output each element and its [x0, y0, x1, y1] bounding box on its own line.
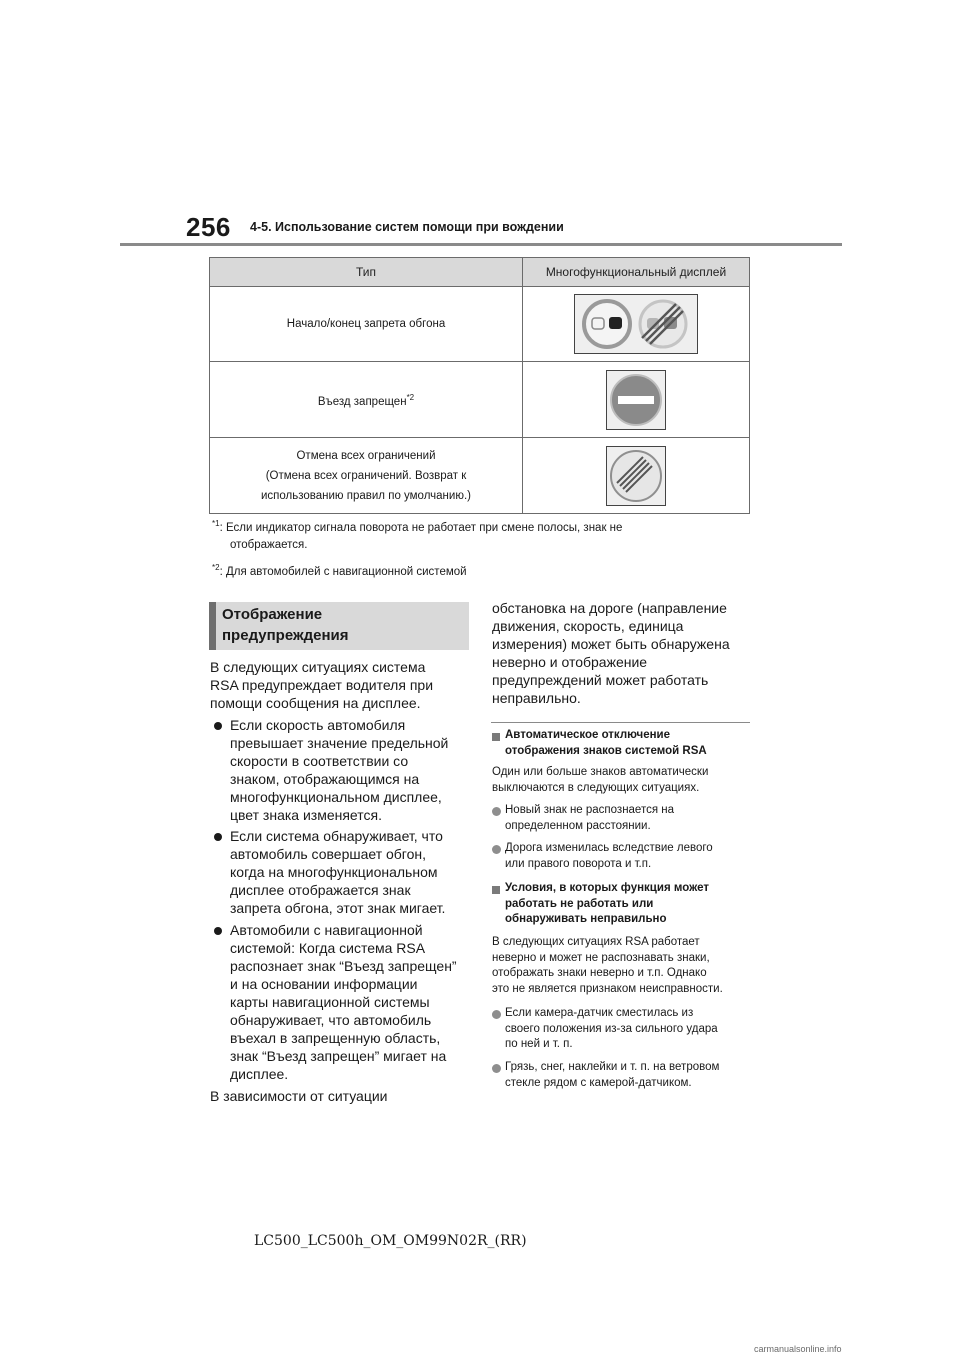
note-text: [492, 935, 754, 997]
text-line: и на основании информации: [230, 976, 418, 992]
list-bullet-icon: [492, 1064, 501, 1073]
text-line: неверно и может не распознавать знаки,: [492, 951, 710, 964]
text-line: карты навигационной системы: [230, 994, 430, 1010]
sign-type-line: (Отмена всех ограничений. Возврат к: [265, 469, 467, 482]
end-of-restrictions-sign-icon: [606, 446, 666, 506]
text-line: своего положения из-за сильного удара: [505, 1022, 718, 1035]
sign-type-label: Въезд запрещен: [317, 395, 407, 408]
document-code: LC500_LC500h_OM_OM99N02R_(RR): [254, 1233, 527, 1249]
footnote-2: [212, 558, 467, 582]
text-line: предупреждений может работать: [492, 672, 709, 688]
sign-table: [209, 257, 750, 514]
text-line: Новый знак не распознается на: [505, 804, 675, 816]
sign-type-label: Начало/конец запрета обгона: [286, 318, 446, 330]
list-bullet-icon: [492, 1010, 501, 1019]
text-line: работать не работать или: [505, 897, 654, 910]
text-line: или правого поворота и т.п.: [505, 857, 652, 870]
notes-divider: [491, 722, 750, 723]
sign-type-cell: [210, 287, 523, 362]
text-line: В следующих ситуациях RSA работает: [492, 936, 700, 948]
note-heading: [505, 881, 755, 928]
text-line: Условия, в которых функция может: [505, 882, 709, 894]
col-header-display: Многофункциональный дисплей: [523, 258, 750, 287]
text-line: Грязь, снег, наклейки и т. п. на ветровом: [505, 1061, 720, 1073]
text-line: многофункциональном дисплее,: [230, 789, 442, 805]
text-line: знак “Въезд запрещен” мигает на: [230, 1048, 447, 1064]
text-line: Если камера-датчик сместилась из: [505, 1007, 694, 1019]
text-line: по ней и т. п.: [505, 1038, 573, 1050]
footnote-1-cont: отображается.: [230, 539, 308, 551]
page-number: 256: [186, 212, 231, 242]
section-intro: [210, 658, 472, 712]
sign-icon-cell: [523, 362, 750, 438]
sign-icon-cell: [523, 287, 750, 362]
list-bullet-icon: [492, 845, 501, 854]
text-line: отображать знаки неверно и т.п. Однако: [492, 967, 707, 979]
text-line: выключаются в следующих ситуациях.: [492, 781, 700, 794]
footnote-ref: *2: [406, 392, 415, 402]
list-bullet-icon: [492, 807, 501, 816]
sign-type-cell: [210, 438, 523, 514]
text-line: Автоматическое отключение: [505, 729, 671, 741]
text-line: автомобиль совершает обгон,: [230, 846, 427, 862]
section-outro-right: [492, 599, 754, 707]
sign-type-cell: [210, 362, 523, 438]
footnote-mark: *2: [212, 563, 220, 572]
section-heading-bar: [209, 602, 216, 650]
text-line: отображения знаков системой RSA: [505, 744, 707, 757]
section-outro-left: В зависимости от ситуации: [210, 1088, 388, 1104]
note-square-icon: [492, 886, 500, 894]
bullet-icon: [214, 722, 222, 730]
list-item: [505, 1060, 755, 1091]
list-item: [230, 921, 475, 1083]
text-line: обнаруживает, что автомобиль: [230, 1012, 432, 1028]
text-line: Один или больше знаков автоматически: [492, 766, 709, 778]
header-divider: [120, 243, 842, 246]
text-line: дисплее отображается знак: [230, 882, 411, 898]
text-line: движения, скорость, единица: [492, 618, 684, 634]
no-overtaking-sign-icon: [574, 294, 698, 354]
text-line: Автомобили с навигационной: [230, 922, 423, 938]
list-item: [505, 841, 755, 872]
text-line: знаком, отображающимся на: [230, 771, 420, 787]
text-line: дисплее.: [230, 1066, 289, 1082]
text-line: въехал в запрещенную область,: [230, 1030, 441, 1046]
sign-icon-cell: [523, 438, 750, 514]
text-line: Если скорость автомобиля: [230, 717, 406, 733]
text-line: скорости в соответствии со: [230, 753, 409, 769]
text-line: запрета обгона, этот знак мигает.: [230, 900, 446, 916]
text-line: стекле рядом с камерой-датчиком.: [505, 1076, 692, 1089]
note-heading: [505, 728, 755, 759]
note-text: [492, 765, 754, 796]
text-line: RSA предупреждает водителя при: [210, 677, 434, 693]
list-item: [505, 803, 755, 834]
sign-type-line: Отмена всех ограничений: [296, 449, 436, 462]
bullet-icon: [214, 927, 222, 935]
section-title-line: Отображение: [222, 606, 323, 623]
text-line: определенном расстоянии.: [505, 819, 651, 832]
text-line: В следующих ситуациях система: [210, 659, 426, 675]
text-line: неправильно.: [492, 690, 581, 706]
chapter-title: 4-5. Использование систем помощи при вождении: [250, 220, 564, 234]
text-line: Дорога изменилась вследствие левого: [505, 842, 713, 854]
text-line: цвет знака изменяется.: [230, 807, 382, 823]
table-row: [210, 438, 750, 514]
text-line: системой: Когда система RSA: [230, 940, 426, 956]
col-header-type: Тип: [210, 258, 523, 287]
footnote-text: : Если индикатор сигнала поворота не работает при смене полосы, знак не: [219, 521, 623, 534]
table-header-row: [210, 258, 750, 287]
list-item: [230, 827, 475, 917]
footnote-mark: *1: [212, 519, 220, 528]
table-row: [210, 287, 750, 362]
text-line: Если система обнаруживает, что: [230, 828, 443, 844]
text-line: обнаруживать неправильно: [505, 913, 667, 925]
table-row: [210, 362, 750, 438]
note-square-icon: [492, 733, 500, 741]
list-item: [505, 1006, 755, 1053]
sign-type-line: использованию правил по умолчанию.): [261, 489, 471, 502]
text-line: превышает значение предельной: [230, 735, 449, 751]
watermark: carmanualsonline.info: [754, 1344, 842, 1354]
list-item: [230, 716, 475, 824]
text-line: измерения) может быть обнаружена: [492, 636, 730, 652]
text-line: это не является признаком неисправности.: [492, 982, 723, 995]
text-line: помощи сообщения на дисплее.: [210, 695, 421, 711]
text-line: когда на многофункциональном: [230, 864, 438, 880]
bullet-icon: [214, 833, 222, 841]
text-line: неверно и отображение: [492, 654, 648, 670]
text-line: распознает знак “Въезд запрещен”: [230, 958, 457, 974]
footnote-text: : Для автомобилей с навигационной системой: [219, 565, 467, 578]
section-title-line: предупреждения: [222, 627, 349, 644]
section-title: [222, 604, 349, 646]
no-entry-sign-icon: [606, 370, 666, 430]
text-line: обстановка на дороге (направление: [492, 600, 727, 616]
